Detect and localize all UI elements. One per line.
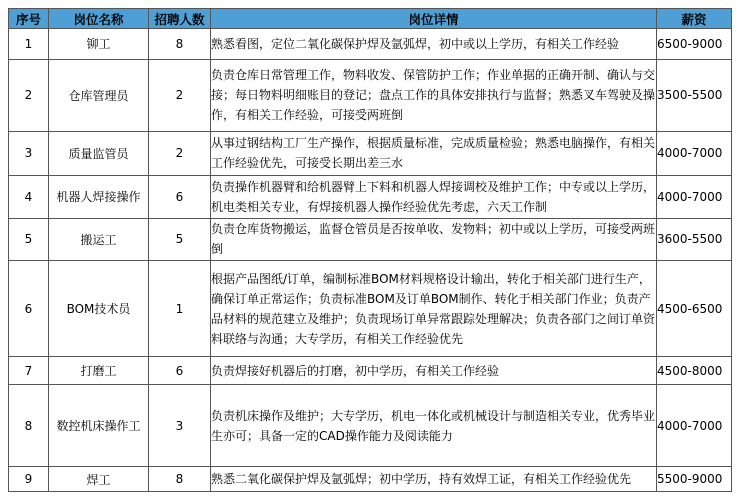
row-no: 5 [9,218,49,260]
row-count: 8 [149,29,211,60]
row-no: 7 [9,357,49,385]
row-salary: 5500-9000 [657,467,732,492]
row-no: 3 [9,131,49,175]
table-row [9,175,732,218]
row-details: 熟悉二氧化碳保护焊及氩弧焊；初中学历，持有效焊工证，有相关工作经验优先 [211,467,657,492]
row-position: 质量监管员 [49,131,149,175]
row-no: 2 [9,59,49,131]
row-count: 6 [149,175,211,218]
table-row [9,260,732,357]
table-row [9,29,732,60]
row-position: 搬运工 [49,218,149,260]
row-count: 2 [149,131,211,175]
row-details: 负责仓库货物搬运，监督仓管员是否按单收、发物料；初中或以上学历，可接受两班倒 [211,218,657,260]
recruitment-table [8,8,732,492]
table-header-row [9,9,732,29]
row-details: 负责仓库日常管理工作，物料收发、保管防护工作；作业单据的正确开制、确认与交接；每日物料明细账目的登记；盘点工作的具体安排执行与监督；熟悉叉车驾驶及操作，有相关工作经验，可接受两班倒 [211,59,657,131]
row-salary: 4500-6500 [657,260,732,357]
table-row [9,467,732,492]
row-salary: 4000-7000 [657,175,732,218]
row-details: 负责焊接好机器后的打磨，初中学历，有相关工作经验 [211,357,657,385]
row-position: 机器人焊接操作 [49,175,149,218]
row-count: 5 [149,218,211,260]
row-position: 焊工 [49,467,149,492]
row-no: 9 [9,467,49,492]
row-position: 仓库管理员 [49,59,149,131]
row-salary: 4000-7000 [657,385,732,467]
row-salary: 3600-5500 [657,218,732,260]
row-count: 8 [149,467,211,492]
table-row [9,59,732,131]
row-details: 负责机床操作及维护；大专学历，机电一体化或机械设计与制造相关专业，优秀毕业生亦可；具备一定的CAD操作能力及阅读能力 [211,385,657,467]
row-count: 1 [149,260,211,357]
header-count: 招聘人数 [149,9,211,29]
table-row [9,131,732,175]
row-count: 3 [149,385,211,467]
row-details: 根据产品图纸/订单，编制标准BOM材料规格设计输出，转化于相关部门进行生产，确保订单正常运作；负责标准BOM及订单BOM制作、转化于相关部门作业；负责产品材料的规范建立及维护；负责现场订单异常跟踪处理解决；负责各部门之间订单资料联络与沟通；大专学历，有相关工作经验优先 [211,260,657,357]
row-position: 铆工 [49,29,149,60]
row-details: 熟悉看图，定位二氧化碳保护焊及氩弧焊，初中或以上学历，有相关工作经验 [211,29,657,60]
row-position: 数控机床操作工 [49,385,149,467]
table-row [9,385,732,467]
header-no: 序号 [9,9,49,29]
header-details: 岗位详情 [211,9,657,29]
row-salary: 6500-9000 [657,29,732,60]
table-row [9,218,732,260]
row-count: 6 [149,357,211,385]
row-details: 从事过钢结构工厂生产操作，根据质量标准，完成质量检验；熟悉电脑操作，有相关工作经验优先，可接受长期出差三水 [211,131,657,175]
row-salary: 3500-5500 [657,59,732,131]
row-no: 4 [9,175,49,218]
header-position: 岗位名称 [49,9,149,29]
header-salary: 薪资 [657,9,732,29]
row-salary: 4500-8000 [657,357,732,385]
row-no: 6 [9,260,49,357]
row-salary: 4000-7000 [657,131,732,175]
row-position: 打磨工 [49,357,149,385]
row-details: 负责操作机器臂和给机器臂上下料和机器人焊接调校及维护工作；中专或以上学历，机电类相关专业，有焊接机器人操作经验优先考虑，六天工作制 [211,175,657,218]
row-count: 2 [149,59,211,131]
row-position: BOM技术员 [49,260,149,357]
table-row [9,357,732,385]
row-no: 8 [9,385,49,467]
row-no: 1 [9,29,49,60]
